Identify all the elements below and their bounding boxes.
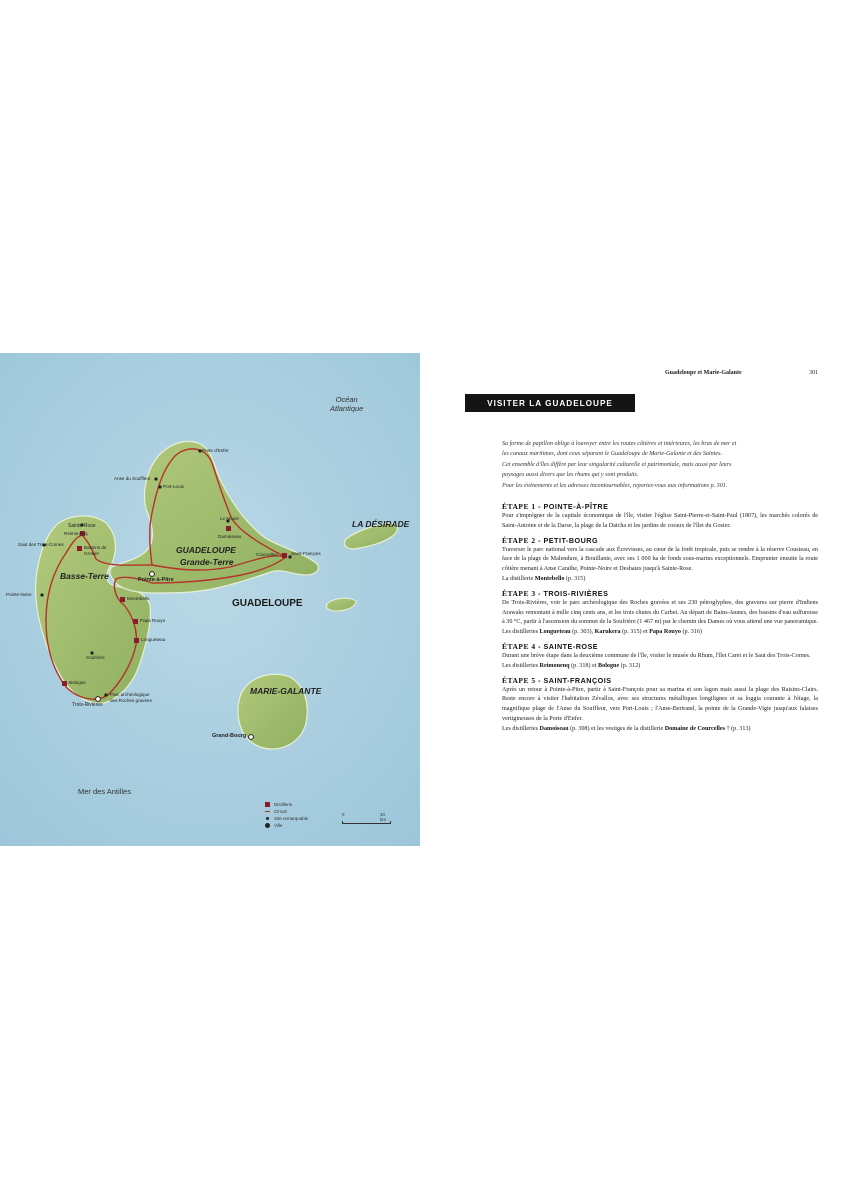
soufriere-label: Soufrière xyxy=(86,655,105,660)
page-number: 301 xyxy=(809,370,818,376)
step-4 xyxy=(502,642,818,672)
parc-arch-label-line1: Parc archéologique xyxy=(110,692,150,697)
marker-montebello xyxy=(120,597,125,602)
distillery-name: Damoiseau xyxy=(539,725,569,732)
step-3 xyxy=(502,589,818,638)
distillery-name: Montebello xyxy=(534,575,565,582)
legend-city xyxy=(265,822,308,829)
sainte-rose-label: Sainte-Rose xyxy=(68,523,96,529)
step-tag: ÉTAPE 5 xyxy=(502,675,536,685)
intro-line: Sa forme de papillon oblige à louvoyer entre les routes côtières et intérieures, les bras de mer et xyxy=(502,441,737,447)
papa-rouyo-label: Papa Rouyo xyxy=(140,618,166,623)
marker-damoiseau xyxy=(226,526,231,531)
porte-enfer-label: Porte d'Enfer xyxy=(202,448,229,453)
distilleries-prefix: La distillerie xyxy=(502,575,535,582)
intro-paragraph xyxy=(502,439,818,491)
distillery-page-ref: (p. 312) xyxy=(619,662,641,669)
legend-circuit xyxy=(265,808,308,815)
legend-city-swatch xyxy=(265,823,270,828)
guadeloupe-italic-label: GUADELOUPE xyxy=(176,545,236,555)
intro-line: les canaux maritimes, dont ceux séparant le Guadeloupe de Marie-Galante et des Saintes. xyxy=(502,451,723,458)
step-title: PETIT-BOURG xyxy=(543,535,599,545)
legend-site-label: Site remarquable xyxy=(274,816,309,821)
step-tag: ÉTAPE 4 xyxy=(502,641,536,651)
step-title: TROIS-RIVIÈRES xyxy=(543,588,609,598)
marker-port-louis xyxy=(158,485,161,488)
step-tag: ÉTAPE 2 xyxy=(502,535,536,545)
ocean-label xyxy=(330,395,363,413)
step-title: SAINTE-ROSE xyxy=(543,641,599,651)
map-panel xyxy=(0,353,420,846)
saut-label: Saut des Trois-Cornes xyxy=(18,542,64,547)
marker-pointe-noire xyxy=(40,593,43,596)
saint-francois-label: Saint-François xyxy=(291,551,321,556)
steps-list xyxy=(502,502,818,739)
step-title: POINTE-À-PÎTRE xyxy=(543,502,609,511)
step-distilleries xyxy=(502,662,818,672)
le-moule-label: Le Moule xyxy=(220,516,239,521)
desirade-label: LA DÉSIRADE xyxy=(352,519,410,529)
step-1 xyxy=(502,502,818,532)
step-heading: ÉTAPE 5 - SAINT-FRANÇOIS xyxy=(502,675,612,685)
section-banner: VISITER LA GUADELOUPE xyxy=(465,394,635,412)
guadeloupe-label: GUADELOUPE xyxy=(232,598,303,609)
intro-line: paysages aussi divers que les rhums qui y sont produits. xyxy=(502,472,639,479)
marker-anse-souffleur xyxy=(154,477,157,480)
distillery-page-ref: (p. 308) et les vestiges de la distillerie xyxy=(568,725,665,732)
distilleries-prefix: Les distilleries xyxy=(502,662,540,669)
longueteau-label: Longueteau xyxy=(141,637,166,642)
ocean-label-line1: Océan xyxy=(335,395,358,404)
distillery-page-ref: (p. 315) xyxy=(564,575,586,582)
step-body: Traverser le parc national vers la cascade aux Écrevisses, au cœur de la forêt tropicale, puis se rendre à la réserve Cousteau, en face de la plage de Malendure, à Bouillante, avec ses 1 000 ha de fonds sous-marins exceptionnels. Emprunter ensuite la route côtière menant à Anse Caraïbe, Pointe-Noire et Deshaies jusqu'à Sainte-Rose. xyxy=(502,546,818,573)
step-tag: ÉTAPE 3 xyxy=(502,588,536,598)
step-body: Après un retour à Pointe-à-Pitre, partir à Saint-François pour sa marina et son lagon mais aussi la plage des Raisins-Clairs. Reste encore à visiter l'habitation Zévallos, avec ses structures métalliques longilignes et sa loggia courante à l'étage, la magnifique plage de l'Anse du Souffleur, vers Port-Louis ; l'Anse-Bertrand, la pointe de la Grande-Vigie jusqu'aux falaises vertigineuses de la Porte d'Enfer. xyxy=(502,686,818,722)
marker-longueteau xyxy=(134,638,139,643)
step-heading: ÉTAPE 4 - SAINTE-ROSE xyxy=(502,641,599,651)
damoiseau-label: Damoiseau xyxy=(218,534,242,539)
marker-papa-rouyo xyxy=(133,619,138,624)
basse-terre-label: Basse-Terre xyxy=(60,571,109,581)
parc-arch-label-line2: des Roches gravées xyxy=(110,697,152,703)
marker-bologne xyxy=(62,681,67,686)
parc-arch-label xyxy=(110,692,152,703)
running-title: Guadeloupe et Marie-Galante xyxy=(665,370,742,376)
distillery-name: Longueteau xyxy=(539,629,571,636)
distillery-page-ref: (p. 316) xyxy=(680,629,702,636)
pointe-noire-label: Pointe-Noire xyxy=(6,592,32,597)
distilleries-prefix: Les distilleries xyxy=(502,725,540,732)
distillery-name: Reimonenq xyxy=(539,662,570,669)
scale-bar xyxy=(342,812,391,824)
step-body: De Trois-Rivières, voir le parc archéologique des Roches gravées et ses 230 pétroglyphes, des gravures sur pierre d'Indiens Arawaks remontant à mille cinq cents ans, et les trois chutes du Carbet. Au départ de Bains-Jaunes, des bassins d'eau sulfureuse à 30 °C, partir à l'ascension du sommet de la Soufrière (1 467 m) par le chemin des Dames où vous attend une vue panoramique. xyxy=(502,599,818,626)
step-heading: ÉTAPE 1 - POINTE-À-PÎTRE xyxy=(502,502,609,511)
sea-label: Mer des Antilles xyxy=(78,787,131,796)
marker-trois-rivieres xyxy=(96,697,101,702)
legend-site xyxy=(265,815,308,822)
trois-rivieres-label: Trois-Rivières xyxy=(72,702,103,708)
step-2 xyxy=(502,536,818,585)
legend-circuit-label: Circuit xyxy=(274,809,287,814)
legend-distillery xyxy=(265,801,308,808)
step-distilleries xyxy=(502,628,818,638)
map-canvas xyxy=(0,353,420,846)
step-heading: ÉTAPE 3 - TROIS-RIVIÈRES xyxy=(502,588,609,598)
distillery-name: Papa Rouyo xyxy=(649,629,681,636)
bologne-label: Bologne xyxy=(69,680,86,685)
reimonenq-label: Reimonenq xyxy=(64,531,88,536)
step-5 xyxy=(502,676,818,735)
distillery-name: Bologne xyxy=(598,662,620,669)
step-distilleries xyxy=(502,575,818,585)
marker-courcelles xyxy=(282,553,287,558)
distillery-name: Karukera xyxy=(594,629,621,636)
distillery-page-ref: (p. 318) et xyxy=(569,662,599,669)
distillery-page-ref: (p. 315) et xyxy=(620,629,650,636)
marker-pointe-a-pitre xyxy=(150,572,155,577)
grande-terre-label: Grande-Terre xyxy=(180,557,234,567)
scale-zero: 0 xyxy=(342,812,345,817)
step-body: Pour s'imprégner de la capitale économique de l'île, visiter l'église Saint-Pierre-et-Saint-Paul (1807), les marchés colorés de Saint-Antoine et de la Darse, la plage de la Datcha et les jardins de coraux de l'îlet du Gosier. xyxy=(502,513,818,529)
distillery-page-ref: † (p. 313) xyxy=(724,725,751,732)
map-legend xyxy=(265,801,308,829)
step-body: Durant une brève étape dans la deuxième commune de l'île, visiter le musée du Rhum, l'îlet Caret et le Saut des Trois-Cornes. xyxy=(502,652,811,659)
intro-line: Pour les événements et les adresses incontournables, reportez-vous aux informations p. 301. xyxy=(502,482,728,489)
port-louis-label: Port-Louis xyxy=(163,484,184,489)
marker-grand-bourg xyxy=(249,735,254,740)
marker-bassins xyxy=(77,546,82,551)
legend-city-label: Ville xyxy=(274,823,283,828)
distillery-page-ref: (p. 303), xyxy=(570,629,595,636)
courcelles-label: Courcelles xyxy=(256,552,278,557)
step-tag: ÉTAPE 1 xyxy=(502,502,536,511)
step-heading: ÉTAPE 2 - PETIT-BOURG xyxy=(502,535,599,545)
scale-ten-km: 10 km xyxy=(380,812,386,822)
pointe-a-pitre-label: Pointe-à-Pitre xyxy=(138,577,174,583)
legend-distillery-label: Distillerie xyxy=(274,802,293,807)
grand-bourg-label: Grand-Bourg xyxy=(212,733,247,739)
bassins-label: Bassins de Grosier xyxy=(84,545,107,556)
montebello-label: Montebello xyxy=(127,596,150,601)
distilleries-prefix: Les distilleries xyxy=(502,629,540,636)
legend-site-swatch xyxy=(266,817,269,820)
intro-line: Cet ensemble d'îles diffère par leur singularité culturelle et patrimoniale, mais aussi par leurs xyxy=(502,461,732,468)
ocean-label-line2: Atlantique xyxy=(330,404,364,413)
legend-circuit-swatch xyxy=(265,811,270,813)
step-distilleries xyxy=(502,725,818,735)
legend-distillery-swatch xyxy=(265,802,270,807)
step-title: SAINT-FRANÇOIS xyxy=(543,675,612,685)
anse-souffleur-label: Anse du Souffleur xyxy=(114,476,151,481)
distillery-name: Domaine de Courcelles xyxy=(664,725,725,732)
marker-parc-arch xyxy=(104,693,107,696)
marie-galante-label: MARIE-GALANTE xyxy=(250,686,322,696)
